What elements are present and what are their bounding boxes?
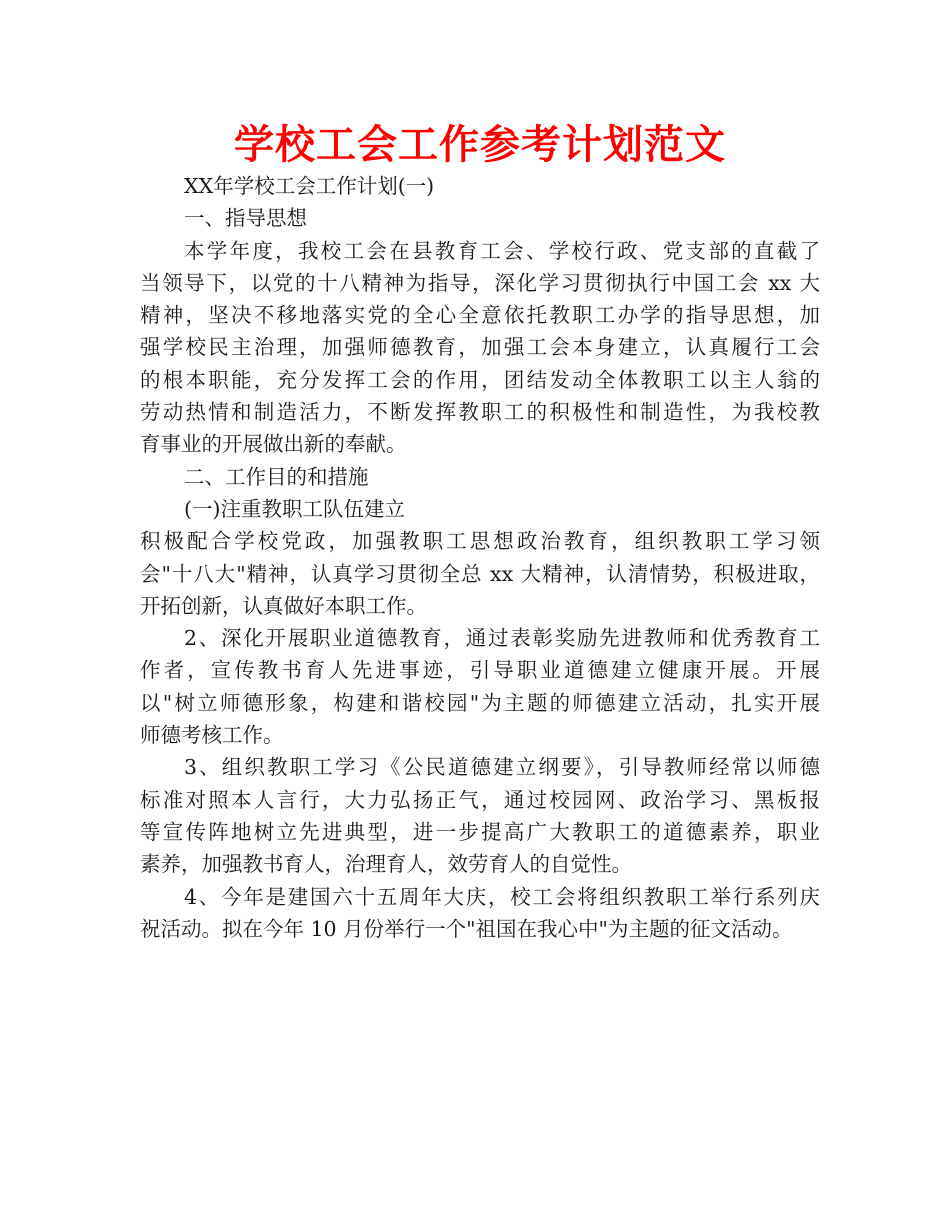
document-body [140, 170, 820, 945]
text-line: 师德考核工作。 [140, 723, 284, 748]
text-line: 当领导下，以党的十八精神为指导，深化学习贯彻执行中国工会 xx 大 [140, 270, 820, 295]
document-page [140, 118, 820, 945]
text-line: 一、指导思想 [184, 206, 307, 231]
text-line: 开拓创新，认真做好本职工作。 [140, 593, 427, 618]
text-line: 劳动热情和制造活力，不断发挥教职工的积极性和制造性，为我校教 [140, 400, 820, 425]
text-line: 会"十八大"精神，认真学习贯彻全总 xx 大精神，认清情势，积极进取， [140, 561, 820, 586]
text-line: 二、工作目的和措施 [184, 464, 369, 489]
text-line: 作者，宣传教书育人先进事迹，引导职业道德建立健康开展。开展 [140, 658, 820, 683]
text-line: 强学校民主治理，加强师德教育，加强工会本身建立，认真履行工会 [140, 335, 820, 360]
text-line: (一)注重教职工队伍建立 [184, 496, 405, 521]
text-line: 3、组织教职工学习《公民道德建立纲要》，引导教师经常以师德 [184, 755, 820, 780]
document-title: 学校工会工作参考计划范文 [234, 122, 726, 168]
text-line: 祝活动。拟在今年 10 月份举行一个"祖国在我心中"为主题的征文活动。 [140, 916, 793, 941]
text-line: 素养，加强教书育人，治理育人，效劳育人的自觉性。 [140, 852, 632, 877]
text-line: 积极配合学校党政，加强教职工思想政治教育，组织教职工学习领 [140, 529, 820, 554]
text-line: XX年学校工会工作计划(一) [184, 174, 435, 198]
text-line: 的根本职能，充分发挥工会的作用，团结发动全体教职工以主人翁的 [140, 367, 820, 392]
text-line: 等宣传阵地树立先进典型，进一步提高广大教职工的道德素养，职业 [140, 819, 820, 844]
text-line: 以"树立师德形象，构建和谐校园"为主题的师德建立活动，扎实开展 [140, 690, 820, 715]
text-line: 育事业的开展做出新的奉献。 [140, 432, 407, 457]
text-line: 标准对照本人言行，大力弘扬正气，通过校园网、政治学习、黑板报 [140, 787, 820, 812]
text-line: 2、深化开展职业道德教育，通过表彰奖励先进教师和优秀教育工 [184, 626, 820, 651]
text-line: 4、今年是建国六十五周年大庆，校工会将组织教职工举行系列庆 [184, 884, 820, 909]
text-line: 本学年度，我校工会在县教育工会、学校行政、党支部的直截了 [184, 238, 820, 263]
text-line: 精神，坚决不移地落实党的全心全意依托教职工办学的指导思想，加 [140, 303, 820, 328]
